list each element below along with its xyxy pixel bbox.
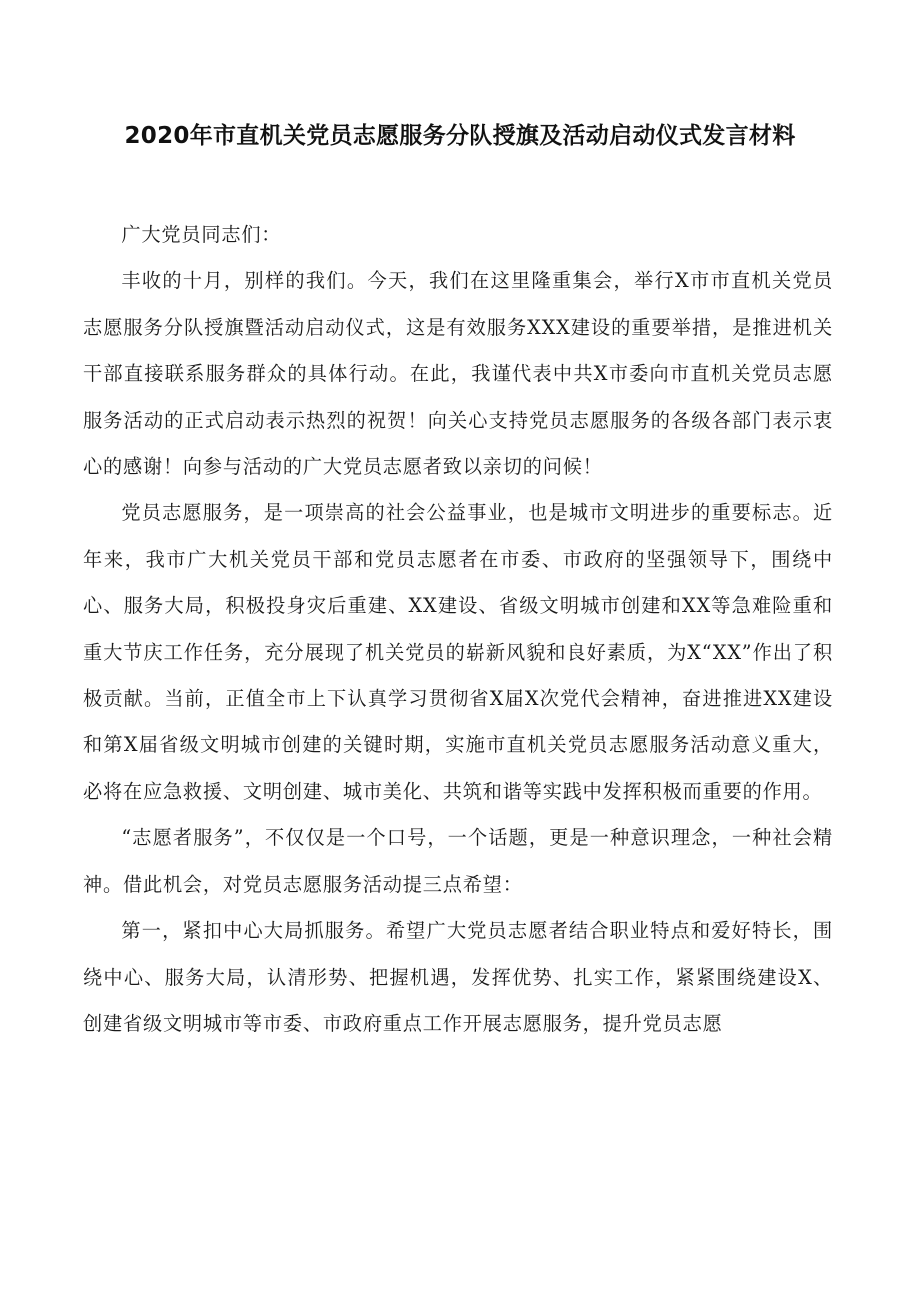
paragraph-first-hope: 第一，紧扣中心大局抓服务。希望广大党员志愿者结合职业特点和爱好特长，围绕中心、服务大局，认清形势、把握机遇，发挥优势、扎实工作，紧紧围绕建设X、创建省级文明城市等市委、市政府重点工作开展志愿服务，提升党员志愿 [83, 919, 833, 1035]
paragraph-significance: 党员志愿服务，是一项崇高的社会公益事业，也是城市文明进步的重要标志。近年来，我市广大机关党员干部和党员志愿者在市委、市政府的坚强领导下，围绕中心、服务大局，积极投身灾后重建、XX建设、省级文明城市创建和XX等急难险重和重大节庆工作任务，充分展现了机关党员的崭新风貌和良好素质，为X“XX”作出了积极贡献。当前，正值全市上下认真学习贯彻省X届X次党代会精神，奋进推进XX建设和第X届省级文明城市创建的关键时期，实施市直机关党员志愿服务活动意义重大，必将在应急救援、文明创建、城市美化、共筑和谐等实践中发挥积极而重要的作用。 [83, 501, 833, 803]
paragraph-opening: 丰收的十月，别样的我们。今天，我们在这里隆重集会，举行X市市直机关党员志愿服务分队授旗暨活动启动仪式，这是有效服务XXX建设的重要举措，是推进机关干部直接联系服务群众的具体行动。在此，我谨代表中共X市委向市直机关党员志愿服务活动的正式启动表示热烈的祝贺！向关心支持党员志愿服务的各级各部门表示衷心的感谢！向参与活动的广大党员志愿者致以亲切的问候！ [83, 269, 833, 479]
document-title: 2020年市直机关党员志愿服务分队授旗及活动启动仪式发言材料 [124, 123, 796, 149]
salutation: 广大党员同志们： [121, 223, 282, 246]
document-body [83, 212, 833, 1047]
paragraph-hopes-intro: “志愿者服务”，不仅仅是一个口号，一个话题，更是一种意识理念，一种社会精神。借此机会，对党员志愿服务活动提三点希望： [83, 826, 833, 896]
